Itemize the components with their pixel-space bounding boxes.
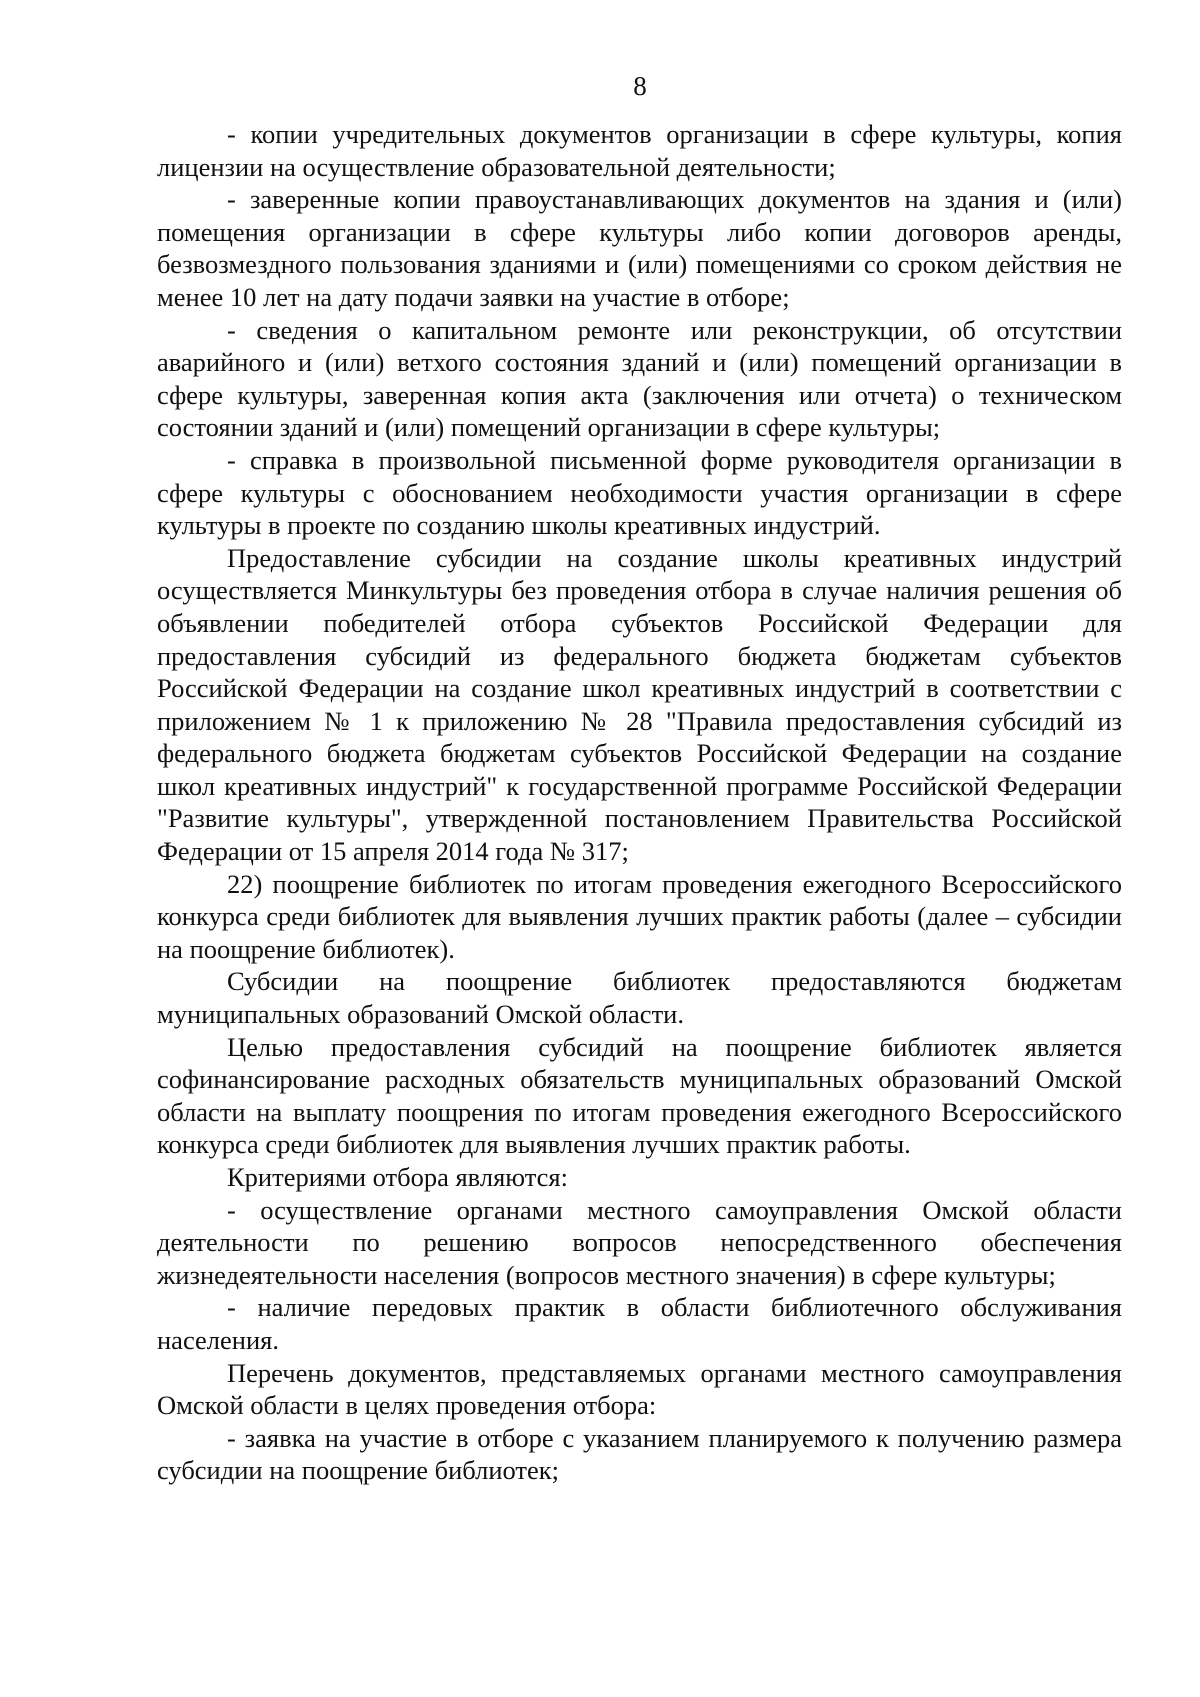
paragraph-criterion-best-practices: - наличие передовых практик в области библиотечного обслуживания населения. (157, 1292, 1122, 1355)
paragraph-subsidy-provision: Предоставление субсидии на создание школы креативных индустрий осуществляется Минкультуры без проведения отбора в случае наличия решения об объявлении победителей отбора субъектов Российской Федерации для предоставления субсидий из федерального бюджета бюджетам субъектов Российской Федерации на создание школ креативных индустрий в соответствии с приложением № 1 к приложению № 28 "Правила предоставления субсидий из федерального бюджета бюджетам субъектов Российской Федерации на создание школ креативных индустрий" к государственной программе Российской Федерации "Развитие культуры", утвержденной постановлением Правительства Российской Федерации от 15 апреля 2014 года № 317; (157, 542, 1122, 867)
paragraph-repair-information: - сведения о капитальном ремонте или реконструкции, об отсутствии аварийного и (или) ветхого состояния зданий и (или) помещений организации в сфере культуры, заверенная копия акта (заключения или отчета) о техническом состоянии зданий и (или) помещений организации в сфере культуры; (157, 314, 1122, 443)
paragraph-criteria-heading: Критериями отбора являются: (227, 1162, 568, 1192)
paragraph-library-subsidies: Субсидии на поощрение библиотек предоставляются бюджетам муниципальных образований Омской области. (157, 966, 1122, 1030)
paragraph-document-list: Перечень документов, представляемых органами местного самоуправления Омской области в целях проведения отбора: (157, 1357, 1122, 1421)
paragraph-founding-documents: - копии учредительных документов организации в сфере культуры, копия лицензии на осуществление образовательной деятельности; (157, 119, 1122, 182)
document-body (157, 118, 1122, 1487)
paragraph-application: - заявка на участие в отборе с указанием планируемого к получению размера субсидии на поощрение библиотек; (157, 1422, 1122, 1486)
page-number: 8 (633, 71, 647, 101)
paragraph-item-22: 22) поощрение библиотек по итогам проведения ежегодного Всероссийского конкурса среди библиотек для выявления лучших практик работы (далее – субсидии на поощрение библиотек). (157, 868, 1122, 964)
paragraph-title-documents: - заверенные копии правоустанавливающих документов на здания и (или) помещения организации в сфере культуры либо копии договоров аренды, безвозмездного пользования зданиями и (или) помещениями со сроком действия не менее 10 лет на дату подачи заявки на участие в отборе; (157, 184, 1122, 312)
paragraph-subsidy-purpose: Целью предоставления субсидий на поощрение библиотек является софинансирование расходных обязательств муниципальных образований Омской области на выплату поощрения по итогам проведения ежегодного Всероссийского конкурса среди библиотек для выявления лучших практик работы. (157, 1031, 1122, 1160)
paragraph-director-statement: - справка в произвольной письменной форме руководителя организации в сфере культуры с обоснованием необходимости участия организации в сфере культуры в проекте по созданию школы креативных индустрий. (157, 444, 1122, 541)
paragraph-criterion-local-government: - осуществление органами местного самоуправления Омской области деятельности по решению вопросов непосредственного обеспечения жизнедеятельности населения (вопросов местного значения) в сфере культуры; (157, 1194, 1122, 1290)
